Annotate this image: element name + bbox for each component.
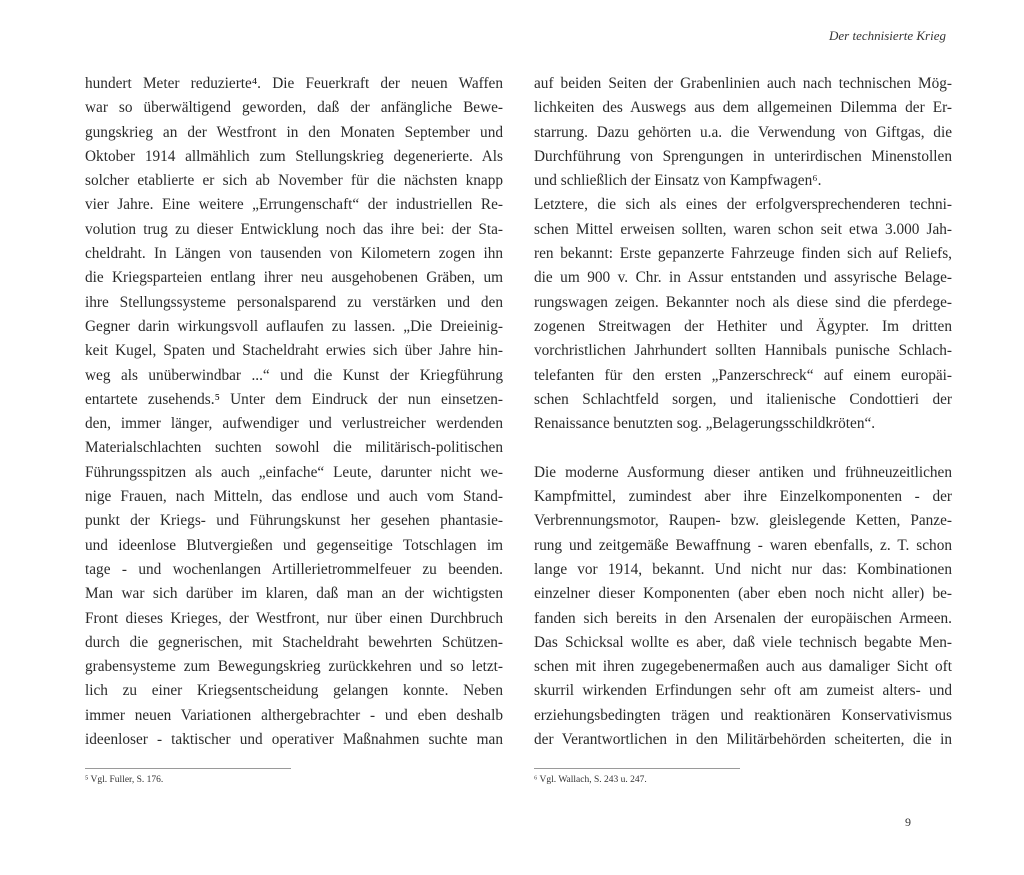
text-line: cheldraht. In Längen von tausenden von Kilometern zogen ihn	[85, 245, 503, 263]
running-header: Der technisierte Krieg	[829, 28, 946, 43]
text-line: der Verantwortlichen in den Militärbehörden scheiterten, die in	[534, 731, 952, 749]
text-line: schen Mittel erweisen sollten, waren schon seit etwa 3.000 Jah-	[534, 220, 952, 238]
text-line: telefanten für den ersten „Panzerschreck“ auf einem europäi-	[534, 366, 952, 384]
footnote-divider	[534, 768, 740, 769]
text-line: vorchristlichen Jahrhundert sollten Hannibals punische Schlach-	[534, 342, 952, 360]
text-line: Gegner darin wirkungsvoll auflaufen zu lassen. „Die Dreieinig-	[85, 317, 503, 335]
text-line: den, immer länger, aufwendiger und verlustreicher werdenden	[85, 415, 503, 433]
footnote: ⁵ Vgl. Fuller, S. 176.	[85, 775, 164, 785]
text-line: schen Schlachtfeld sorgen, und italienische Condottieri der	[534, 390, 952, 408]
text-line: lich zu einer Kriegsentscheidung gelangen konnte. Neben	[85, 682, 503, 700]
paragraph-gap	[534, 436, 952, 460]
text-line: vier Jahre. Eine weitere „Errungenschaft“ der industriellen Re-	[85, 196, 503, 214]
text-line: Man war sich darüber im klaren, daß man an der wichtigsten	[85, 585, 503, 603]
text-line: grabensysteme zum Bewegungskrieg zurückkehren und so letzt-	[85, 658, 503, 676]
text-line: die um 900 v. Chr. in Assur entstanden und assyrische Belage-	[534, 269, 952, 287]
text-line: Front dieses Krieges, der Westfront, nur über einen Durchbruch	[85, 609, 503, 627]
text-line: entartete zusehends.⁵ Unter dem Eindruck der nun einsetzen-	[85, 390, 503, 408]
text-line: lange vor 1914, bekannt. Und nicht nur das: Kombinationen	[534, 560, 952, 578]
text-line: gungskrieg an der Westfront in den Monaten September und	[85, 123, 503, 141]
text-line: tage - und wochenlangen Artillerietrommelfeuer zu beenden.	[85, 560, 503, 578]
text-line: die Kriegsparteien entlang ihrer neu ausgehobenen Gräben, um	[85, 269, 503, 287]
text-line: und schließlich der Einsatz von Kampfwagen⁶.	[534, 172, 822, 190]
left-text-column	[85, 72, 503, 752]
right-text-column	[534, 72, 952, 752]
text-line: ren bekannt: Erste gepanzerte Fahrzeuge finden sich auf Reliefs,	[534, 245, 952, 263]
text-line: hundert Meter reduzierte⁴. Die Feuerkraft der neuen Waffen	[85, 75, 503, 92]
text-line: Die moderne Ausformung dieser antiken und frühneuzeitlichen	[534, 463, 952, 481]
text-line: auf beiden Seiten der Grabenlinien auch nach technischen Mög-	[534, 75, 952, 92]
text-line: volution trug zu dieser Entwicklung noch das ihre bei: der Sta-	[85, 220, 503, 238]
text-line: ideenloser - taktischer und operativer Maßnahmen suchte man	[85, 731, 503, 749]
text-line: keit Kugel, Spaten und Stacheldraht erwies sich über Jahre hin-	[85, 342, 503, 360]
text-line: Renaissance benutzten sog. „Belagerungsschildkröten“.	[534, 415, 876, 433]
text-line: erziehungsbedingten trägen und reaktionären Konservativismus	[534, 706, 952, 724]
text-line: starrung. Dazu gehörten u.a. die Verwendung von Giftgas, die	[534, 123, 952, 141]
text-line: Verbrennungsmotor, Raupen- bzw. gleislegende Ketten, Panze-	[534, 512, 952, 530]
page-number: 9	[905, 815, 911, 829]
text-line: Kampfmittel, zumindest aber ihre Einzelkomponenten - der	[534, 488, 952, 506]
text-line: Letztere, die sich als eines der erfolgversprechenderen techni-	[534, 196, 952, 214]
text-line: Das Schicksal wollte es aber, daß viele technisch begabte Men-	[534, 633, 952, 651]
text-line: einzelner dieser Komponenten (aber eben noch nicht aller) be-	[534, 585, 952, 603]
text-line: nige Frauen, nach Mitteln, das endlose und auch vom Stand-	[85, 488, 503, 506]
footnote: ⁶ Vgl. Wallach, S. 243 u. 247.	[534, 775, 647, 785]
text-line: durch die gegnerischen, mit Stacheldraht bewehrten Schützen-	[85, 633, 503, 651]
text-line: Materialschlachten suchten sowohl die militärisch-politischen	[85, 439, 503, 457]
text-line: skurril wirkenden Erfindungen sehr oft am zumeist alters- und	[534, 682, 952, 700]
footnote-divider	[85, 768, 291, 769]
text-line: Oktober 1914 allmählich zum Stellungskrieg degenerierte. Als	[85, 147, 503, 165]
text-line: rungswagen zeigen. Bekannter noch als diese sind die pferdege-	[534, 293, 952, 311]
text-line: ihre Stellungssysteme personalsparend zu verstärken und den	[85, 293, 503, 311]
text-line: punkt der Kriegs- und Führungskunst her gesehen phantasie-	[85, 512, 503, 530]
text-line: solcher etablierte er sich ab November für die nächsten knapp	[85, 172, 503, 190]
text-line: Durchführung von Sprengungen in unterirdischen Minenstollen	[534, 147, 952, 165]
text-line: war so überwältigend geworden, daß der anfängliche Bewe-	[85, 99, 503, 117]
text-line: Führungsspitzen als auch „einfache“ Leute, darunter nicht we-	[85, 463, 503, 481]
text-line: immer neuen Variationen althergebrachter - und eben deshalb	[85, 706, 503, 724]
text-line: lichkeiten des Auswegs aus dem allgemeinen Dilemma der Er-	[534, 99, 952, 117]
text-line: schen mit ihren zugegebenermaßen auch aus damaliger Sicht oft	[534, 658, 952, 676]
text-line: und ideenlose Blutvergießen und gegenseitige Totschlagen im	[85, 536, 503, 554]
text-line: fanden sich bereits in den Arsenalen der europäischen Armeen.	[534, 609, 952, 627]
text-line: zogenen Streitwagen der Hethiter und Ägypter. Im dritten	[534, 317, 952, 335]
text-line: weg als unüberwindbar ...“ und die Kunst der Kriegführung	[85, 366, 503, 384]
text-line: rung und zeitgemäße Bewaffnung - waren ebenfalls, z. T. schon	[534, 536, 952, 554]
